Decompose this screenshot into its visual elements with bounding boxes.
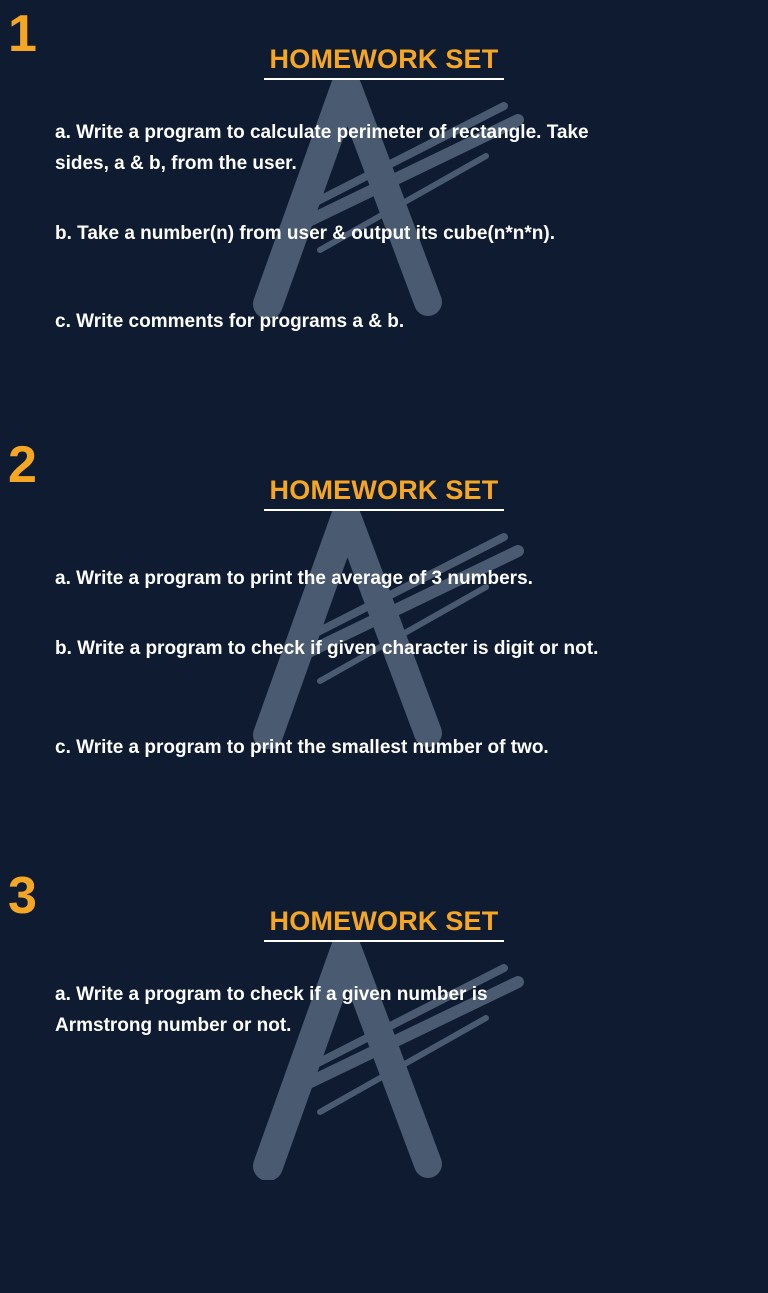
task-b: b. Take a number(n) from user & output its cube(n*n*n). [55, 223, 556, 244]
set-number: 3 [8, 867, 37, 925]
set-title: HOMEWORK SET [264, 42, 504, 80]
task-a: a. Write a program to check if a given number is Armstrong number or not. [55, 984, 488, 1036]
set-number: 1 [8, 5, 37, 63]
brush-letter-a-logo [250, 509, 530, 749]
task-c: c. Write a program to print the smallest number of two. [55, 737, 549, 758]
set-title: HOMEWORK SET [264, 904, 504, 942]
homework-set-1 [0, 0, 768, 431]
task-a: a. Write a program to calculate perimeter of rectangle. Take sides, a & b, from the user. [55, 122, 589, 174]
brush-letter-a-logo [250, 78, 530, 318]
brush-letter-a-logo [250, 940, 530, 1180]
homework-set-3 [0, 862, 768, 1293]
task-c: c. Write comments for programs a & b. [55, 311, 405, 332]
task-b: b. Write a program to check if given character is digit or not. [55, 638, 599, 659]
task-a: a. Write a program to print the average of 3 numbers. [55, 568, 533, 589]
set-number: 2 [8, 436, 37, 494]
set-title: HOMEWORK SET [264, 473, 504, 511]
homework-set-2 [0, 431, 768, 862]
